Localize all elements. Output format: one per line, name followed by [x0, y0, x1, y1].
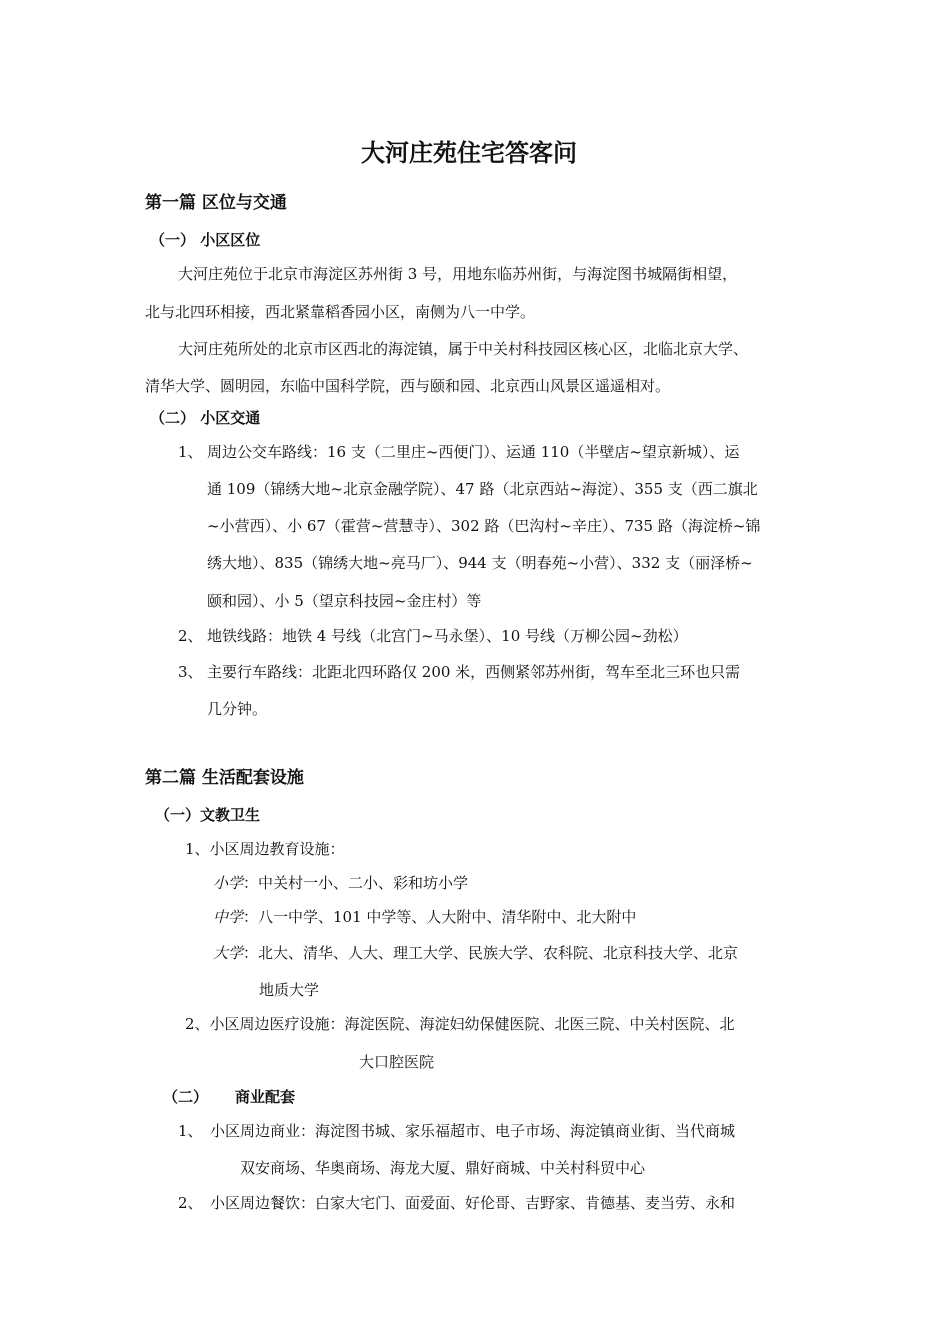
paragraph-line: 大河庄苑位于北京市海淀区苏州街 3 号，用地东临苏州街，与海淀图书城隔街相望，	[178, 265, 738, 283]
list-number: 2、	[178, 627, 203, 645]
list-line: 颐和园）、小 5（望京科技园~金庄村）等	[207, 592, 482, 610]
edu-value: ：八一中学、101 中学等、人大附中、清华附中、北大附中	[243, 908, 637, 926]
list-line: 通 109（锦绣大地~北京金融学院）、47 路（北京西站~海淀）、355 支（西二旗北	[207, 480, 758, 498]
edu-row-middle	[213, 907, 636, 927]
list-number: 1、	[178, 1122, 203, 1140]
edu-value: ：北大、清华、人大、理工大学、民族大学、农科院、北京科技大学、北京	[243, 944, 739, 962]
document-title: 大河庄苑住宅答客问	[361, 139, 577, 167]
edu-label: 1、小区周边教育设施：	[185, 840, 345, 858]
part1-heading: 第一篇 区位与交通	[145, 193, 287, 213]
list-number: 1、	[178, 443, 203, 461]
part2-sec2-label: （二）	[163, 1088, 209, 1106]
edu-key: 大学	[213, 944, 244, 962]
part2-sec2-label-text: 商业配套	[235, 1088, 296, 1106]
list-line: 双安商场、华奥商场、海龙大厦、鼎好商城、中关村科贸中心	[240, 1159, 646, 1177]
list-line: 小区周边餐饮：白家大宅门、面爱面、好伦哥、吉野家、肯德基、麦当劳、永和	[210, 1194, 736, 1212]
edu-row-university	[213, 943, 738, 963]
list-number: 2、	[178, 1194, 203, 1212]
list-line: 地铁线路：地铁 4 号线（北宫门~马永堡）、10 号线（万柳公园~劲松）	[207, 627, 688, 645]
edu-value-cont: 地质大学	[259, 981, 320, 999]
list-line: 绣大地）、835（锦绣大地~亮马厂）、944 支（明春苑~小营）、332 支（丽泽桥~	[207, 554, 753, 572]
part2-heading: 第二篇 生活配套设施	[145, 768, 304, 788]
list-line: 小区周边商业：海淀图书城、家乐福超市、电子市场、海淀镇商业街、当代商城	[210, 1122, 736, 1140]
med-line: 大口腔医院	[359, 1053, 435, 1071]
list-line: 周边公交车路线：16 支（二里庄~西便门）、运通 110（半壁店~望京新城）、运	[207, 443, 740, 461]
list-line: 几分钟。	[207, 700, 268, 718]
paragraph-line: 北与北四环相接，西北紧靠稻香园小区，南侧为八一中学。	[145, 303, 536, 321]
list-number: 3、	[178, 663, 203, 681]
part1-sec2-label: （二） 小区交通	[150, 409, 261, 427]
edu-value: ：中关村一小、二小、彩和坊小学	[243, 874, 469, 892]
edu-key: 小学	[213, 874, 244, 892]
part2-sec1-label: （一）文教卫生	[155, 806, 261, 824]
edu-key: 中学	[213, 908, 244, 926]
list-line: ~小营西）、小 67（霍营~营慧寺）、302 路（巴沟村~辛庄）、735 路（海淀桥~锦	[207, 517, 761, 535]
med-line: 2、小区周边医疗设施：海淀医院、海淀妇幼保健医院、北医三院、中关村医院、北	[185, 1015, 735, 1033]
list-line: 主要行车路线：北距北四环路仅 200 米，西侧紧邻苏州街，驾车至北三环也只需	[207, 663, 741, 681]
edu-row-primary	[213, 873, 468, 893]
paragraph-line: 大河庄苑所处的北京市区西北的海淀镇，属于中关村科技园区核心区，北临北京大学、	[178, 340, 749, 358]
part1-sec1-label: （一） 小区区位	[150, 231, 261, 249]
paragraph-line: 清华大学、圆明园，东临中国科学院，西与颐和园、北京西山风景区遥遥相对。	[145, 377, 671, 395]
